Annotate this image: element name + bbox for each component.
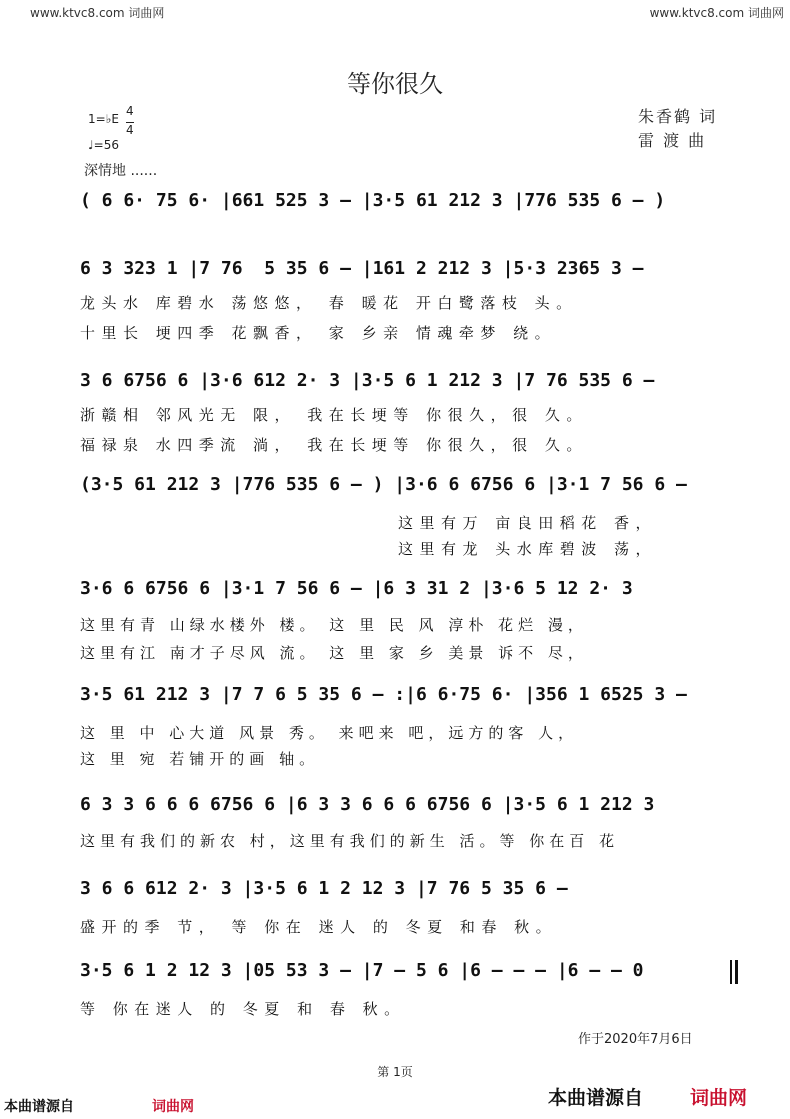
tempo-marking: ♩=56 [88,138,119,152]
lyric-verse-1: 浙赣相 邻风光无 限， 我在长埂等 你很久，很 久。 [80,406,588,424]
lyric-verse-2: 这里有龙 头水库碧波 荡， [398,540,658,558]
notation-line: 3·6 6 6756 6 |3·1 7 56 6 – |6 3 31 2 |3·6 5 12 2· 3 [80,578,633,599]
notation-line: 3 6 6756 6 |3·6 612 2· 3 |3·5 6 1 212 3 |7 76 535 6 – [80,370,655,391]
header-right[interactable]: www.ktvc8.com 词曲网 [649,6,784,20]
lyricist-credit: 朱香鹤 词 [638,107,718,126]
time-signature-bottom: 4 [126,123,134,137]
lyric-verse-1: 这里有万 亩良田稻花 香， [398,514,658,532]
header-left[interactable]: www.ktvc8.com 词曲网 [30,6,165,20]
notation-line: 6 3 3 6 6 6 6756 6 |6 3 3 6 6 6 6756 6 |3·5 6 1 212 3 [80,794,655,815]
lyric-verse-1: 这里有青 山绿水楼外 楼。 这 里 民 风 淳朴 花烂 漫， [80,616,588,634]
footer-source-right: 本曲谱源自 [548,1087,644,1109]
notation-line: 3 6 6 612 2· 3 |3·5 6 1 2 12 3 |7 76 5 35 6 – [80,878,568,899]
lyric-verse-1: 这 里 中 心大道 风景 秀。 来吧来 吧，远方的客 人， [80,724,579,742]
lyric-verse-2: 福禄泉 水四季流 淌， 我在长埂等 你很久，很 久。 [80,436,588,454]
lyric-verse-1: 这里有我们的新农 村，这里有我们的新生 活。等 你在百 花 [80,832,620,850]
final-barline-thin [730,960,732,984]
notation-line: (3·5 61 212 3 |776 535 6 – ) |3·6 6 6756 6 |3·1 7 56 6 – [80,474,687,495]
composition-date: 作于2020年7月6日 [578,1032,693,1047]
footer-site-right[interactable]: 词曲网 [690,1087,748,1109]
final-barline-thick [735,960,738,984]
lyric-verse-1: 盛开的季 节， 等 你在 迷人 的 冬夏 和春 秋。 [80,918,558,936]
lyric-verse-2: 这里有江 南才子尽风 流。 这 里 家 乡 美景 诉不 尽， [80,644,588,662]
lyric-verse-1: 等 你在迷人 的 冬夏 和 春 秋。 [80,1000,406,1018]
key-signature: 1=♭E [88,112,119,126]
lyric-verse-2: 十里长 埂四季 花飘香， 家 乡亲 情魂牵梦 绕。 [80,324,557,342]
notation-line: 6 3 323 1 |7 76 5 35 6 – |161 2 212 3 |5·3 2365 3 – [80,258,644,279]
notation-line: ( 6 6· 75 6· |661 525 3 – |3·5 61 212 3 |776 535 6 – ) [80,190,666,211]
composer-credit: 雷 渡 曲 [638,131,707,150]
notation-line: 3·5 6 1 2 12 3 |05 53 3 – |7 – 5 6 |6 – – – |6 – – 0 [80,960,644,981]
time-signature-top: 4 [126,104,134,118]
expression-marking: 深情地 ...... [84,163,158,179]
footer-site-left[interactable]: 词曲网 [152,1099,194,1115]
notation-line: 3·5 61 212 3 |7 7 6 5 35 6 – :|6 6·75 6· |356 1 6525 3 – [80,684,687,705]
page-number: 第 1页 [377,1065,413,1079]
lyric-verse-2: 这 里 宛 若铺开的画 轴。 [80,750,320,768]
song-title: 等你很久 [347,70,443,98]
lyric-verse-1: 龙头水 库碧水 荡悠悠， 春 暖花 开白鹭落枝 头。 [80,294,578,312]
footer-source-left: 本曲谱源自 [4,1099,74,1115]
